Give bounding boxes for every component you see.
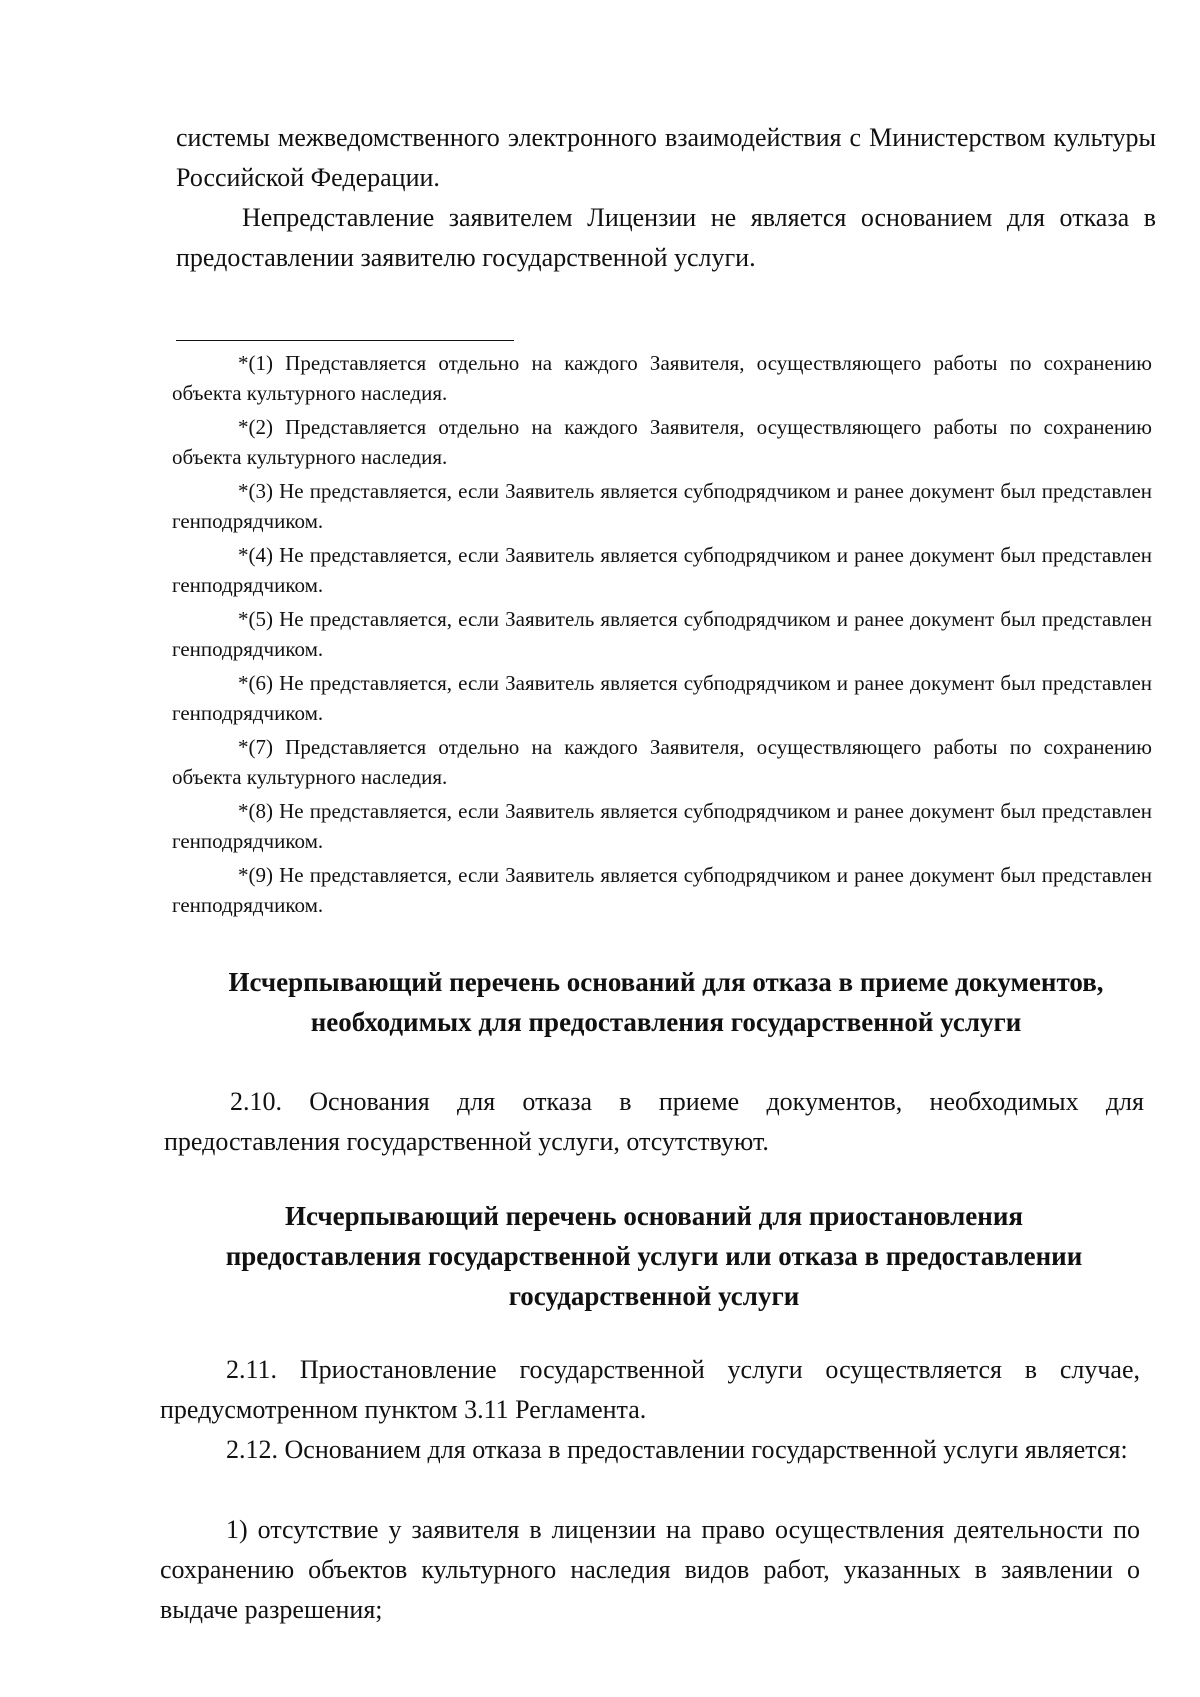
heading-line: необходимых для предоставления государственной услуги: [310, 1007, 1022, 1037]
heading-line: государственной услуги: [508, 1281, 800, 1311]
footnote: *(8) Не представляется, если Заявитель является субподрядчиком и ранее документ был представлен генподрядчиком.: [172, 799, 1152, 853]
paragraph-continuation: системы межведомственного электронного взаимодействия с Министерством культуры Российской Федерации.: [176, 123, 1156, 192]
footnote: *(2) Представляется отдельно на каждого Заявителя, осуществляющего работы по сохранению объекта культурного наследия.: [172, 415, 1152, 469]
section-heading-refusal-documents: [176, 962, 1156, 1042]
footnotes: [172, 348, 1152, 920]
footnote-separator: [176, 340, 514, 341]
footnote: *(4) Не представляется, если Заявитель является субподрядчиком и ранее документ был представлен генподрядчиком.: [172, 543, 1152, 597]
paragraph-2-11: 2.11. Приостановление государственной услуги осуществляется в случае, предусмотренном пунктом 3.11 Регламента.: [160, 1355, 1140, 1424]
paragraph-2-10: 2.10. Основания для отказа в приеме документов, необходимых для предоставления государственной услуги, отсутствуют.: [164, 1087, 1144, 1156]
paragraph-license: Непредставление заявителем Лицензии не является основанием для отказа в предоставлении заявителю государственной услуги.: [176, 203, 1156, 272]
footnote: *(5) Не представляется, если Заявитель является субподрядчиком и ранее документ был представлен генподрядчиком.: [172, 607, 1152, 661]
footnote: *(7) Представляется отдельно на каждого Заявителя, осуществляющего работы по сохранению объекта культурного наследия.: [172, 735, 1152, 789]
paragraph-2-12: 2.12. Основанием для отказа в предоставлении государственной услуги является:: [226, 1435, 1128, 1464]
section-heading-suspension: [164, 1196, 1144, 1316]
footnote: *(3) Не представляется, если Заявитель является субподрядчиком и ранее документ был представлен генподрядчиком.: [172, 479, 1152, 533]
footnote: *(1) Представляется отдельно на каждого Заявителя, осуществляющего работы по сохранению объекта культурного наследия.: [172, 351, 1152, 405]
heading-line: предоставления государственной услуги или отказа в предоставлении: [225, 1241, 1083, 1271]
footnote: *(6) Не представляется, если Заявитель является субподрядчиком и ранее документ был представлен генподрядчиком.: [172, 671, 1152, 725]
footnote: *(9) Не представляется, если Заявитель является субподрядчиком и ранее документ был представлен генподрядчиком.: [172, 863, 1152, 917]
list-item-1: 1) отсутствие у заявителя в лицензии на право осуществления деятельности по сохранению объектов культурного наследия видов работ, указанных в заявлении о выдаче разрешения;: [160, 1515, 1140, 1624]
heading-line: Исчерпывающий перечень оснований для отказа в приеме документов,: [228, 967, 1104, 997]
heading-line: Исчерпывающий перечень оснований для приостановления: [284, 1201, 1024, 1231]
